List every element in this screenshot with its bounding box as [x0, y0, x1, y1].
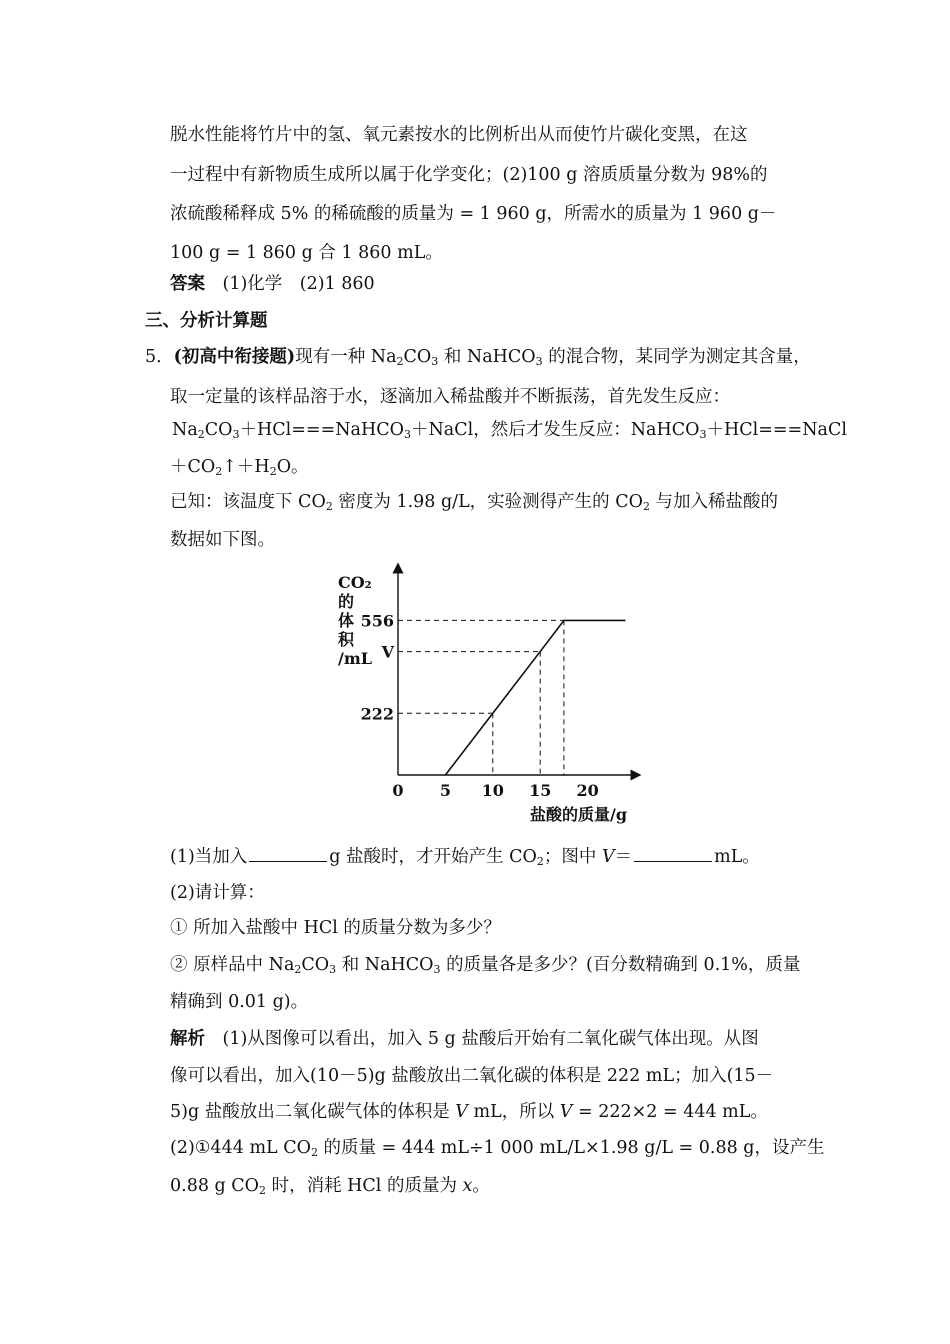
- section-heading: 三、分析计算题: [145, 311, 268, 331]
- subscript: 3: [535, 355, 543, 368]
- q5-text: 和 NaHCO: [438, 347, 536, 367]
- x-axis-label: 盐酸的质量/g: [530, 805, 628, 824]
- q5-text: 与加入稀盐酸的: [649, 492, 779, 512]
- q5-text: 密度为 1.98 g/L，实验测得产生的 CO: [332, 492, 643, 512]
- x-tick-label: 10: [481, 781, 504, 800]
- y-tick-label: 222: [360, 704, 394, 724]
- part-text: ；图中: [543, 847, 602, 867]
- part2-q2: [170, 953, 800, 982]
- analysis-line-3: [170, 1100, 768, 1124]
- subscript: 2: [642, 500, 650, 513]
- y-axis-label-part: 积: [338, 630, 355, 649]
- para-line-3: 浓硫酸稀释成 5% 的稀硫酸的质量为 = 1 960 g，所需水的质量为 1 960 g－: [170, 204, 777, 224]
- part2-line: (2)请计算：: [170, 883, 265, 903]
- part-text: 的质量各是多少？(百分数精确到 0.1%，质量: [440, 955, 801, 975]
- part1-line: [170, 845, 760, 874]
- analysis-text: mL，所以: [467, 1102, 560, 1122]
- co2-volume-chart: [330, 560, 650, 830]
- var-v: V: [559, 1102, 573, 1122]
- q5-text: CO: [204, 420, 233, 440]
- co2-series-line: [445, 620, 625, 775]
- x-tick-label: 15: [529, 781, 552, 800]
- x-tick-label: 5: [439, 781, 451, 800]
- subscript: 2: [325, 500, 333, 513]
- analysis-text: 时，消耗 HCl 的质量为: [266, 1176, 463, 1196]
- q5-text: ＋HCl===NaCl: [706, 420, 847, 440]
- q5-line-4: [170, 455, 309, 484]
- q5-line-2: 取一定量的该样品溶于水，逐滴加入稀盐酸并不断振荡，首先发生反应：: [170, 387, 730, 407]
- subscript: 3: [329, 963, 337, 976]
- part-text: CO: [301, 955, 330, 975]
- analysis-line-4: [170, 1136, 825, 1165]
- subscript: 3: [433, 963, 441, 976]
- part-text: mL。: [714, 847, 760, 867]
- subscript: 3: [232, 428, 240, 441]
- subscript: 2: [197, 428, 205, 441]
- analysis-text: 的质量 = 444 mL÷1 000 mL/L×1.98 g/L = 0.88 g，设产生: [317, 1138, 825, 1158]
- part-text: (1)当加入: [170, 847, 248, 867]
- subscript: 2: [259, 1184, 267, 1197]
- y-axis-label-part: /mL: [338, 649, 373, 668]
- y-tick-label: V: [381, 642, 394, 662]
- analysis-text: 。: [472, 1176, 490, 1196]
- answer-text: (1)化学 (2)1 860: [222, 274, 375, 294]
- q5-number: 5．: [145, 347, 174, 367]
- q5-text: 的混合物，某同学为测定其含量，: [542, 347, 811, 367]
- part2-q1: ① 所加入盐酸中 HCl 的质量分数为多少？: [170, 918, 501, 938]
- analysis-line-2: 像可以看出，加入(10－5)g 盐酸放出二氧化碳的体积是 222 mL；加入(15－: [170, 1066, 774, 1086]
- subscript: 2: [294, 963, 302, 976]
- q5-text: ＋HCl===NaHCO: [239, 420, 404, 440]
- x-tick-label: 0: [392, 781, 404, 800]
- q5-tag: (初高中衔接题): [173, 347, 296, 367]
- y-axis-label-part: 体: [338, 611, 355, 630]
- subscript: 2: [310, 1146, 318, 1159]
- para-line-4: 100 g = 1 860 g 合 1 860 mL。: [170, 243, 443, 263]
- subscript: 3: [431, 355, 439, 368]
- analysis-text: = 222×2 = 444 mL。: [572, 1102, 768, 1122]
- var-v: V: [455, 1102, 468, 1122]
- answer-blank-2[interactable]: [634, 845, 712, 862]
- para-line-2: 一过程中有新物质生成所以属于化学变化；(2)100 g 溶质质量分数为 98%的: [170, 165, 768, 185]
- part-text: 和 NaHCO: [336, 955, 434, 975]
- analysis-text: 5)g 盐酸放出二氧化碳气体的体积是: [170, 1102, 456, 1122]
- part-text: ＝: [614, 847, 633, 867]
- subscript: 2: [536, 855, 544, 868]
- var-v: V: [601, 847, 615, 867]
- q5-line-1: [145, 345, 811, 374]
- var-x: x: [462, 1176, 473, 1196]
- para-line-1: 脱水性能将竹片中的氢、氧元素按水的比例析出从而使竹片碳化变黑，在这: [170, 125, 748, 145]
- analysis-label: 解析: [170, 1029, 205, 1049]
- subscript: 3: [699, 428, 707, 441]
- analysis-line-1: [170, 1027, 759, 1051]
- part-text: ② 原样品中 Na: [170, 955, 295, 975]
- analysis-line-5: [170, 1174, 490, 1203]
- analysis-text: 0.88 g CO: [170, 1176, 260, 1196]
- answer-line: [170, 272, 375, 296]
- q5-text: Na: [172, 420, 198, 440]
- y-axis-label-part: CO₂: [338, 573, 372, 592]
- subscript: 2: [215, 465, 223, 478]
- subscript: 2: [396, 355, 404, 368]
- q5-known-2: 数据如下图。: [170, 530, 275, 550]
- q5-text: ＋NaCl，然后才发生反应：NaHCO: [410, 420, 700, 440]
- q5-text: 现有一种 Na: [295, 347, 397, 367]
- y-tick-label: 556: [360, 611, 394, 631]
- y-axis-label-part: 的: [338, 592, 355, 611]
- x-tick-label: 20: [576, 781, 599, 800]
- q5-line-3: [172, 418, 847, 447]
- q5-text: ＋CO: [170, 457, 216, 477]
- part2-q2-cont: 精确到 0.01 g)。: [170, 992, 309, 1012]
- q5-text: CO: [403, 347, 432, 367]
- answer-label: 答案: [170, 274, 205, 294]
- q5-text: ↑＋H: [222, 457, 270, 477]
- answer-blank-1[interactable]: [249, 845, 327, 862]
- part-text: g 盐酸时，才开始产生 CO: [329, 847, 537, 867]
- q5-text: O。: [276, 457, 309, 477]
- subscript: 3: [403, 428, 411, 441]
- q5-text: 已知：该温度下 CO: [170, 492, 326, 512]
- q5-known-1: [170, 490, 778, 519]
- analysis-text: (2)①444 mL CO: [170, 1138, 311, 1158]
- analysis-text: (1)从图像可以看出，加入 5 g 盐酸后开始有二氧化碳气体出现。从图: [205, 1029, 759, 1049]
- subscript: 2: [269, 465, 277, 478]
